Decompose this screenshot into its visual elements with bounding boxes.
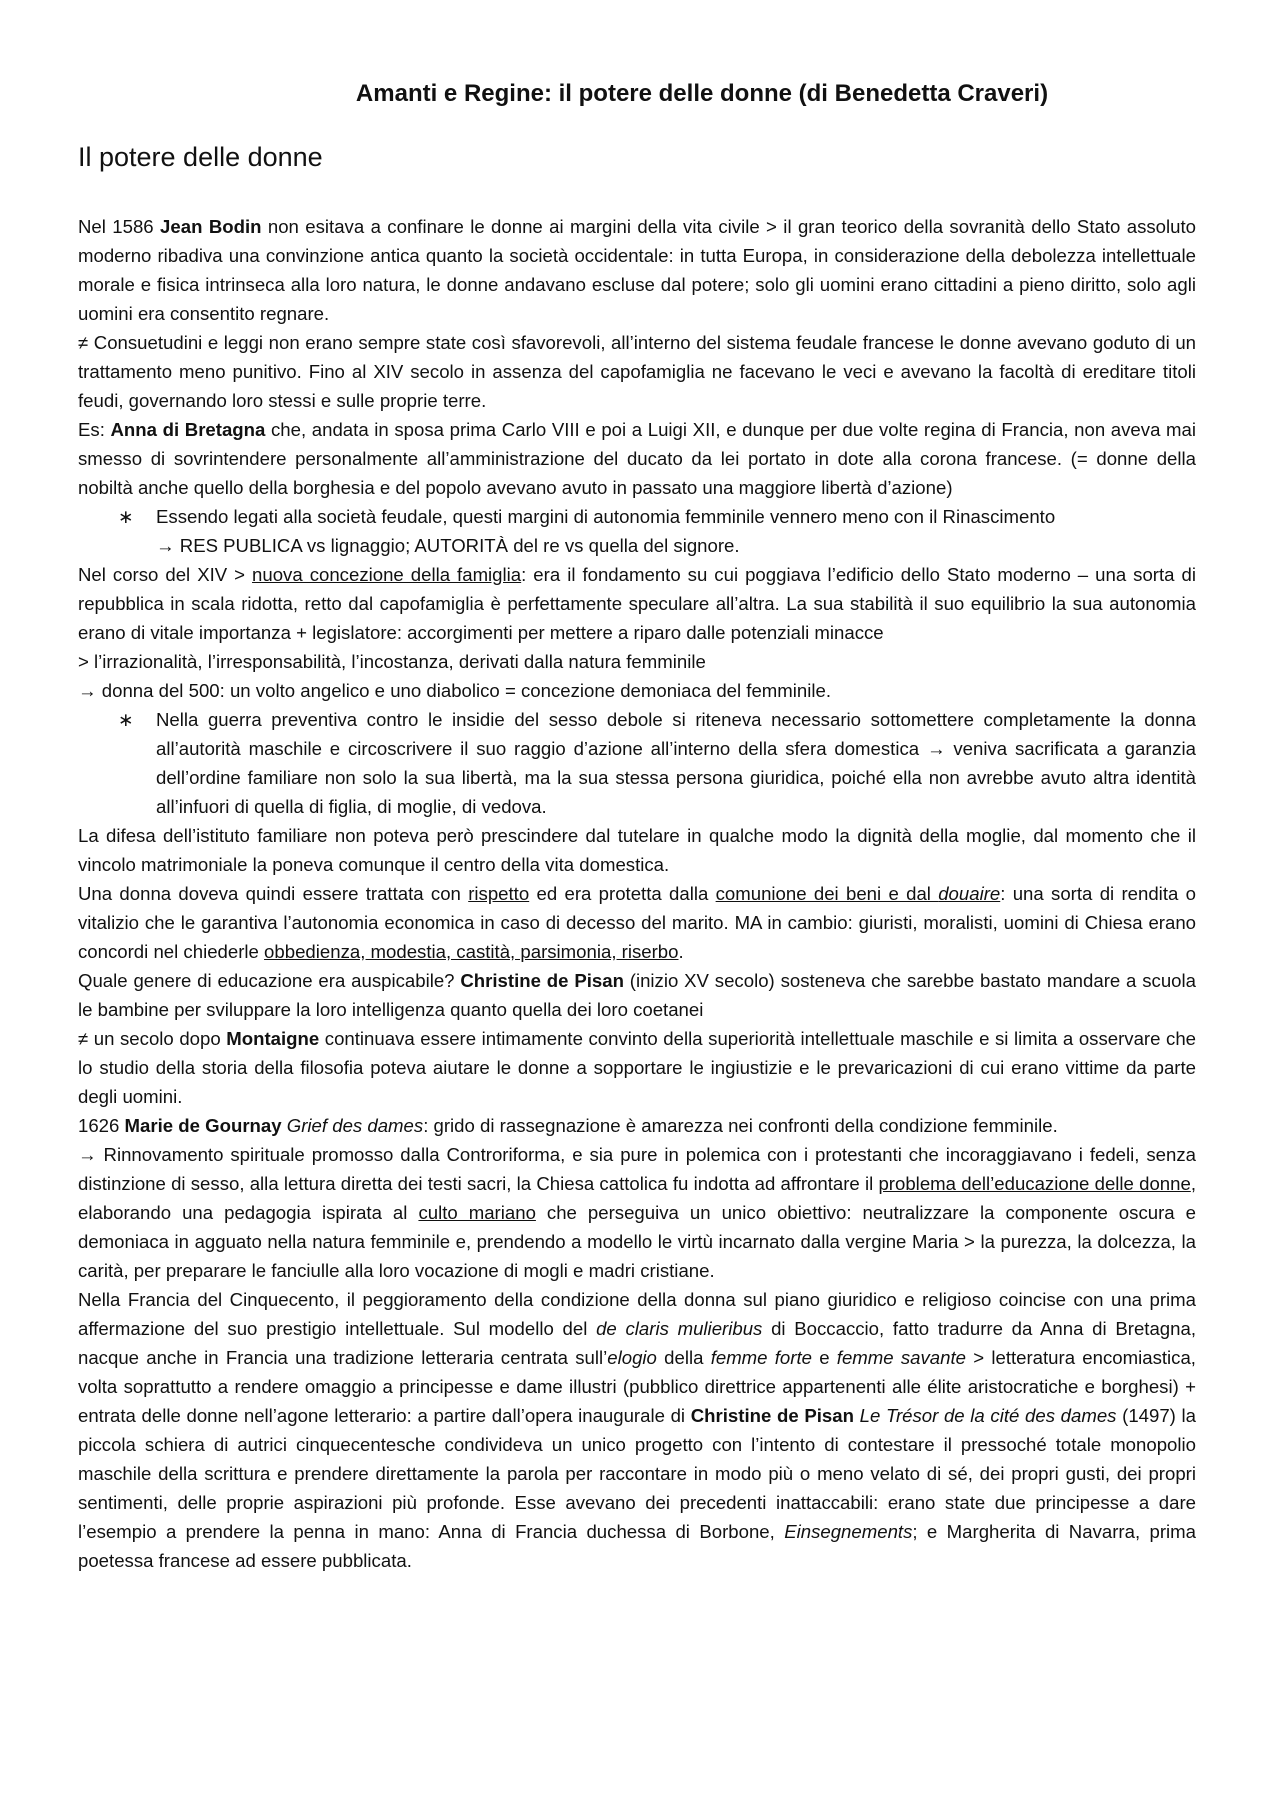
italic-term: elogio [607,1347,657,1368]
document-body [78,212,1196,1575]
paragraph-8 [78,879,1196,966]
work-title: Le Trésor de la cité des dames [859,1405,1117,1426]
text-run: , elaborando una pedagogia ispirata al [78,1173,1196,1223]
bullet-text: Nella guerra preventiva contro le insidie del sesso debole si riteneva necessario sottomettere completamente la donna all’autorità maschile e circoscrivere il suo raggio d’azione all’interno della sfera domestica → veniva sacrificata a garanzia dell’ordine familiare non solo la sua libertà, ma la sua stessa persona giuridica, poiché ella non avrebbe avuto altra identità all’infuori di quella di figlia, di moglie, di vedova. [156,709,1196,817]
bullet-item-2 [78,705,1196,821]
underlined-phrase: culto mariano [418,1202,536,1223]
bullet-text: Essendo legati alla società feudale, questi margini di autonomia femminile vennero meno con il Rinascimento [156,506,1056,527]
text-run: Nel 1586 [78,216,161,237]
work-title: de claris mulieribus [596,1318,763,1339]
underlined-phrase: obbedienza, modestia, castità, parsimonia, riserbo [264,941,679,962]
name-jean-bodin: Jean Bodin [160,216,262,237]
paragraph-3 [78,415,1196,502]
text-run: → Rinnovamento spirituale promosso dalla Controriforma, e sia pure in polemica con i protestanti che incoraggiavano i fedeli, senza distinzione di sesso, alla lettura diretta dei testi sacri, la Chiesa cattolica fu indotta ad affrontare il [78,1144,1196,1194]
text-run: Nella Francia del Cinquecento, il peggioramento della condizione della donna sul piano giuridico e religioso coincise con una prima affermazione del suo prestigio intellettuale. Sul modello del [78,1289,1196,1339]
bullet-marker: ∗ [118,709,134,730]
text-run: Es: [78,419,111,440]
text-run: Quale genere di educazione era auspicabile? [78,970,461,991]
paragraph-10 [78,1024,1196,1111]
text-run: di Boccaccio, fatto tradurre da Anna di Bretagna, nacque anche in Francia una tradizione letteraria centrata sull’ [78,1318,1196,1368]
italic-term: femme savante [836,1347,966,1368]
bullet-list-2 [78,705,1196,821]
underlined-italic-term: douaire [938,883,1001,904]
paragraph-7: La difesa dell’istituto familiare non poteva però prescindere dal tutelare in qualche modo la dignità della moglie, dal momento che il vincolo matrimoniale la poneva comunque il centro della vita domestica. [78,825,1196,875]
section-heading: Il potere delle donne [78,142,323,172]
paragraph-2: ≠ Consuetudini e leggi non erano sempre state così sfavorevoli, all’interno del sistema feudale francese le donne avevano goduto di un trattamento meno punitivo. Fino al XIV secolo in assenza del capofamiglia ne facevano le veci e avevano la facoltà di ereditare titoli feudi, governando loro stessi e sulle proprie terre. [78,332,1196,411]
bullet-item-1 [78,502,1196,560]
paragraph-6: → donna del 500: un volto angelico e uno diabolico = concezione demoniaca del femminile. [78,680,832,701]
text-run: Una donna doveva quindi essere trattata con [78,883,469,904]
text-run: (inizio XV secolo) sosteneva che sarebbe bastato mandare a scuola le bambine per sviluppare la loro intelligenza quanto quella dei loro coetanei [78,970,1196,1020]
name-montaigne: Montaigne [226,1028,320,1049]
paragraph-1 [78,212,1196,328]
text-run: non esitava a confinare le donne ai margini della vita civile > il gran teorico della sovranità dello Stato assoluto moderno ribadiva una convinzione antica quanto la società occidentale: in tutta Europa, in considerazione della debolezza intellettuale morale e fisica intrinseca alla loro natura, le donne andavano escluse dal potere; solo gli uomini erano cittadini a pieno diritto, solo agli uomini era consentito regnare. [78,216,1196,324]
bullet-subline: → RES PUBLICA vs lignaggio; AUTORITÀ del re vs quella del signore. [156,535,740,556]
paragraph-12 [78,1140,1196,1285]
text-run: della [656,1347,711,1368]
text-run: 1626 [78,1115,125,1136]
paragraph-5: > l’irrazionalità, l’irresponsabilità, l’incostanza, derivati dalla natura femminile [78,651,706,672]
work-title: Grief des dames [286,1115,424,1136]
work-title: Einsegnements [784,1521,913,1542]
paragraph-4 [78,560,1196,647]
paragraph-9 [78,966,1196,1024]
text-run: > letteratura encomiastica, volta soprattutto a rendere omaggio a principesse e dame illustri (pubblico direttrice appartenenti alle élite aristocratiche e borghesi) + entrata delle donne nell’agone letterario: a partire dall’opera inaugurale di [78,1347,1196,1426]
underlined-phrase: nuova concezione della famiglia [252,564,522,585]
text-run: : grido di rassegnazione è amarezza nei confronti della condizione femminile. [423,1115,1058,1136]
text-run: e [811,1347,837,1368]
underlined-phrase: problema dell’educazione delle donne [878,1173,1191,1194]
name-christine-de-pisan: Christine de Pisan [460,970,624,991]
text-run: : una sorta di rendita o vitalizio che le garantiva l’autonomia economica in caso di decesso del marito. MA in cambio: giuristi, moralisti, uomini di Chiesa erano concordi nel chiederle [78,883,1196,962]
bullet-list-1 [78,502,1196,560]
text-run: che perseguiva un unico obiettivo: neutralizzare la componente oscura e demoniaca in agguato nella natura femminile e, prendendo a modello le virtù incarnato dalla vergine Maria > la purezza, la dolcezza, la carità, per preparare le fanciulle alla loro vocazione di mogli e madri cristiane. [78,1202,1196,1281]
name-anna-di-bretagna: Anna di Bretagna [110,419,266,440]
text-run: ≠ un secolo dopo [78,1028,227,1049]
text-run: (1497) la piccola schiera di autrici cinquecentesche condivideva un unico progetto con l’intento di contestare il pressoché totale monopolio maschile della scrittura e prendere direttamente la parola per raccontare in modo più o meno velato di sé, dei propri gusti, dei propri sentimenti, delle proprie aspirazioni più profonde. Esse avevano dei precedenti inattaccabili: erano state due principesse a dare l’esempio a prendere la penna in mano: Anna di Francia duchessa di Borbone, [78,1405,1197,1542]
underlined-phrase: rispetto [468,883,530,904]
text-run: continuava essere intimamente convinto della superiorità intellettuale maschile e si limita a osservare che lo studio della storia della filosofia poteva aiutare le donne a sopportare le ingiustizie e le prevaricazioni di cui erano vittime da parte degli uomini. [78,1028,1196,1107]
document-title: Amanti e Regine: il potere delle donne (di Benedetta Craveri) [355,80,1049,107]
text-run: ed era protetta dalla [529,883,716,904]
bullet-marker: ∗ [118,506,134,527]
name-marie-de-gournay: Marie de Gournay [124,1115,282,1136]
paragraph-13 [78,1285,1196,1575]
text-run: . [678,941,684,962]
name-christine-de-pisan: Christine de Pisan [690,1405,854,1426]
text-run: Nel corso del XIV > [78,564,253,585]
italic-term: femme forte [710,1347,812,1368]
underlined-phrase: comunione dei beni e dal [715,883,939,904]
text-run: che, andata in sposa prima Carlo VIII e poi a Luigi XII, e dunque per due volte regina di Francia, non aveva mai smesso di sovrintendere personalmente all’amministrazione del ducato da lei portato in dote alla corona francese. (= donne della nobiltà anche quello della borghesia e del popolo avevano avuto in passato una maggiore libertà d’azione) [78,419,1196,498]
paragraph-11 [78,1111,1196,1140]
text-run: ; e Margherita di Navarra, prima poetessa francese ad essere pubblicata. [78,1521,1196,1571]
text-run: : era il fondamento su cui poggiava l’edificio dello Stato moderno – una sorta di repubblica in scala ridotta, retto dal capofamiglia è perfettamente speculare all’altra. La sua stabilità il suo equilibrio la sua autonomia erano di vitale importanza + legislatore: accorgimenti per mettere a riparo dalle potenziali minacce [78,564,1196,643]
